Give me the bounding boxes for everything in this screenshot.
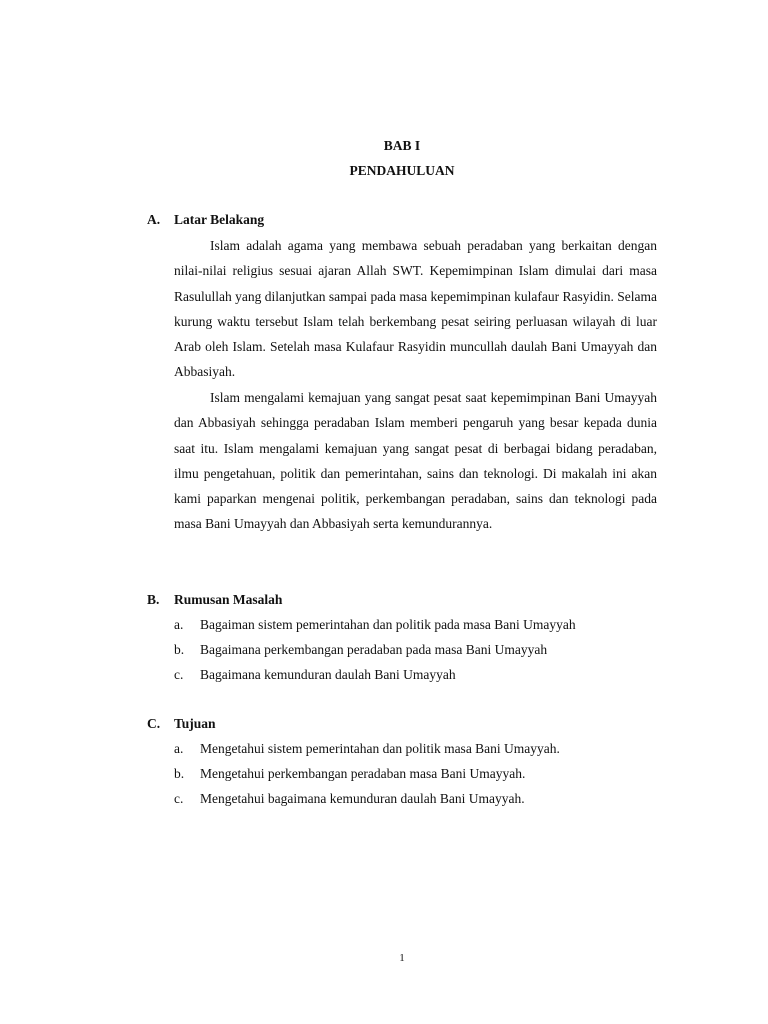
- list-marker: b.: [174, 766, 185, 781]
- problem-list: [174, 612, 664, 687]
- list-item-text: Mengetahui perkembangan peradaban masa Bani Umayyah.: [200, 766, 526, 781]
- list-marker: a.: [174, 741, 184, 756]
- list-marker: b.: [174, 642, 185, 657]
- paragraph: Islam adalah agama yang membawa sebuah peradaban yang berkaitan dengan nilai-nilai religius sesuai ajaran Allah SWT. Kepemimpinan Islam dimulai dari masa Rasulullah yang dilanjutkan sampai pada masa kepemimpinan kulafaur Rasyidin. Selama kurung waktu tersebut Islam telah berkembang pesat seiring perluasan wilayah di luar Arab oleh Islam. Setelah masa Kulafaur Rasyidin muncullah daulah Bani Umayyah dan Abbasiyah.: [174, 238, 657, 380]
- section-b-heading: [147, 591, 282, 609]
- chapter-title: PENDAHULUAN: [349, 163, 455, 178]
- section-letter: C.: [147, 716, 161, 731]
- list-marker: a.: [174, 617, 184, 632]
- section-letter: B.: [147, 592, 160, 607]
- list-item: [174, 761, 664, 786]
- section-title: Latar Belakang: [174, 212, 265, 227]
- chapter-number: BAB I: [383, 138, 421, 153]
- section-letter: A.: [147, 212, 161, 227]
- list-item: [174, 662, 664, 687]
- list-marker: c.: [174, 667, 184, 682]
- section-title: Rumusan Masalah: [174, 592, 283, 607]
- list-item: [174, 612, 664, 637]
- list-item: [174, 736, 664, 761]
- section-a-heading: [147, 211, 264, 229]
- paragraph: Islam mengalami kemajuan yang sangat pesat saat kepemimpinan Bani Umayyah dan Abbasiyah sehingga peradaban Islam memberi pengaruh yang besar kepada dunia saat itu. Islam mengalami kemajuan yang sangat pesat di berbagai bidang peradaban, ilmu pengetahuan, politik dan pemerintahan, sains dan teknologi. Di makalah ini akan kami paparkan mengenai politik, perkembangan peradaban, sains dan teknologi pada masa Bani Umayyah dan Abbasiyah serta kemundurannya.: [174, 390, 657, 532]
- list-marker: c.: [174, 791, 184, 806]
- list-item-text: Bagaimana perkembangan peradaban pada masa Bani Umayyah: [200, 642, 548, 657]
- list-item: [174, 637, 664, 662]
- section-c-heading: [147, 715, 216, 733]
- list-item-text: Bagaimana kemunduran daulah Bani Umayyah: [200, 667, 456, 682]
- list-item-text: Mengetahui bagaimana kemunduran daulah Bani Umayyah.: [200, 791, 525, 806]
- section-title: Tujuan: [174, 716, 216, 731]
- list-item: [174, 786, 664, 811]
- list-item-text: Mengetahui sistem pemerintahan dan politik masa Bani Umayyah.: [200, 741, 560, 756]
- page-number: 1: [399, 952, 405, 964]
- list-item-text: Bagaiman sistem pemerintahan dan politik pada masa Bani Umayyah: [200, 617, 576, 632]
- objective-list: [174, 736, 664, 811]
